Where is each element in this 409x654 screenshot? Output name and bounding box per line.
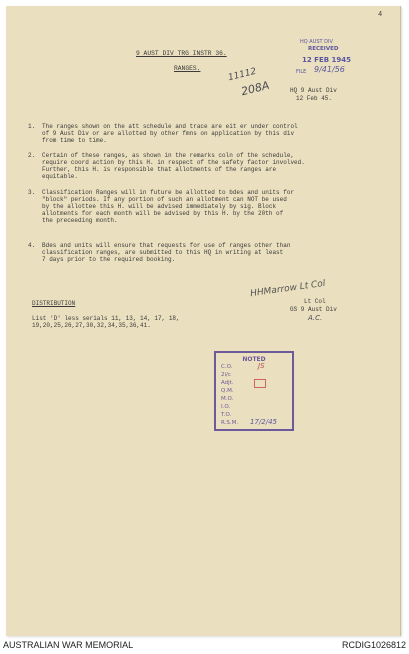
footer-right: RCDIG1026812 xyxy=(341,640,406,650)
signature-initials: A.C. xyxy=(308,314,323,322)
noted-row: T.O. xyxy=(221,412,232,418)
noted-stamp-header: NOTED xyxy=(242,356,266,363)
paragraph-number: 4. xyxy=(28,242,36,249)
noted-stamp xyxy=(214,351,294,431)
paragraph-line: allotments for each month will be advised by this H. by the 20th of xyxy=(42,210,284,217)
paragraph-line: Further, this H. is responsible that allotments of the ranges are xyxy=(42,166,277,173)
paragraph-line: Classification Ranges will in future be allotted to bdes and units for xyxy=(42,189,295,196)
footer-left: AUSTRALIAN WAR MEMORIAL xyxy=(3,640,134,650)
paragraph-number: 3. xyxy=(28,189,36,196)
noted-row: I.O. xyxy=(221,404,231,410)
noted-mark-bottom: 17/2/45 xyxy=(250,418,277,426)
paragraph-line: Bdes and units will ensure that requests for use of ranges other than xyxy=(42,242,291,249)
noted-row: M.O. xyxy=(221,396,234,402)
paragraph-line: of 9 Aust Div or are allotted by other fmns on application by this div xyxy=(42,130,295,137)
distribution-line2: 19,20,25,26,27,30,32,34,35,36,41. xyxy=(32,322,151,329)
stamp-date: 12 FEB 1945 xyxy=(302,56,351,64)
paragraph-line: require coord action by this H. in respect of the safety factor involved. xyxy=(42,159,305,166)
document-page xyxy=(6,6,401,636)
signature-appointment: GS 9 Aust Div xyxy=(290,306,337,313)
stamp-line1: HQ AUST DIV xyxy=(300,39,333,45)
noted-mark-top: JS xyxy=(258,362,265,370)
handwritten-ref-top: 11112 xyxy=(227,66,258,84)
signature-rank: Lt Col xyxy=(304,298,326,305)
paragraph-number: 1. xyxy=(28,123,36,130)
noted-check-box xyxy=(254,379,266,388)
paragraph-line: by the allottee this H. will be advised immediately by sig. Block xyxy=(42,203,277,210)
paragraph-line: The ranges shown on the att schedule and trace are eit er under control xyxy=(42,123,298,130)
noted-row: C.O. xyxy=(221,364,233,370)
paragraph-line: the preceeding month. xyxy=(42,217,118,224)
distribution-heading: DISTRIBUTION xyxy=(32,300,76,307)
document-subtitle: RANGES. xyxy=(174,65,201,72)
paragraph-line: equitable. xyxy=(42,173,79,180)
handwritten-signature: HHMarrow Lt Col xyxy=(249,278,326,300)
noted-row: Q.M. xyxy=(221,388,234,394)
paragraph-line: classification ranges, are submitted to this HQ in writing at least xyxy=(42,249,284,256)
noted-row: 2i/c xyxy=(221,372,231,378)
stamp-line2: RECEIVED xyxy=(308,46,339,52)
document-title: 9 AUST DIV TRG INSTR 36. xyxy=(136,50,227,57)
header-org: HQ 9 Aust Div xyxy=(290,87,337,94)
stamp-file-prefix: FILE xyxy=(296,69,307,75)
noted-row: R.S.M. xyxy=(221,420,239,426)
handwritten-ref-bottom: 208A xyxy=(239,78,271,99)
paragraph-line: from time to time. xyxy=(42,137,107,144)
paragraph-number: 2. xyxy=(28,152,36,159)
header-date: 12 Feb 45. xyxy=(296,95,333,102)
received-stamp xyxy=(296,39,374,89)
paragraph-line: 7 days prior to the required booking. xyxy=(42,256,176,263)
stamp-file-no: 9/41/56 xyxy=(314,65,345,74)
paragraph-line: Certain of these ranges, as shown in the remarks coln of the schedule, xyxy=(42,152,295,159)
distribution-line1: List 'D' less serials 11, 13, 14, 17, 18, xyxy=(32,315,180,322)
noted-row: Adjt. xyxy=(221,380,234,386)
corner-mark: 4 xyxy=(378,11,383,19)
paragraph-line: "block" periods. If any portion of such an allotment can NOT be used xyxy=(42,196,287,203)
